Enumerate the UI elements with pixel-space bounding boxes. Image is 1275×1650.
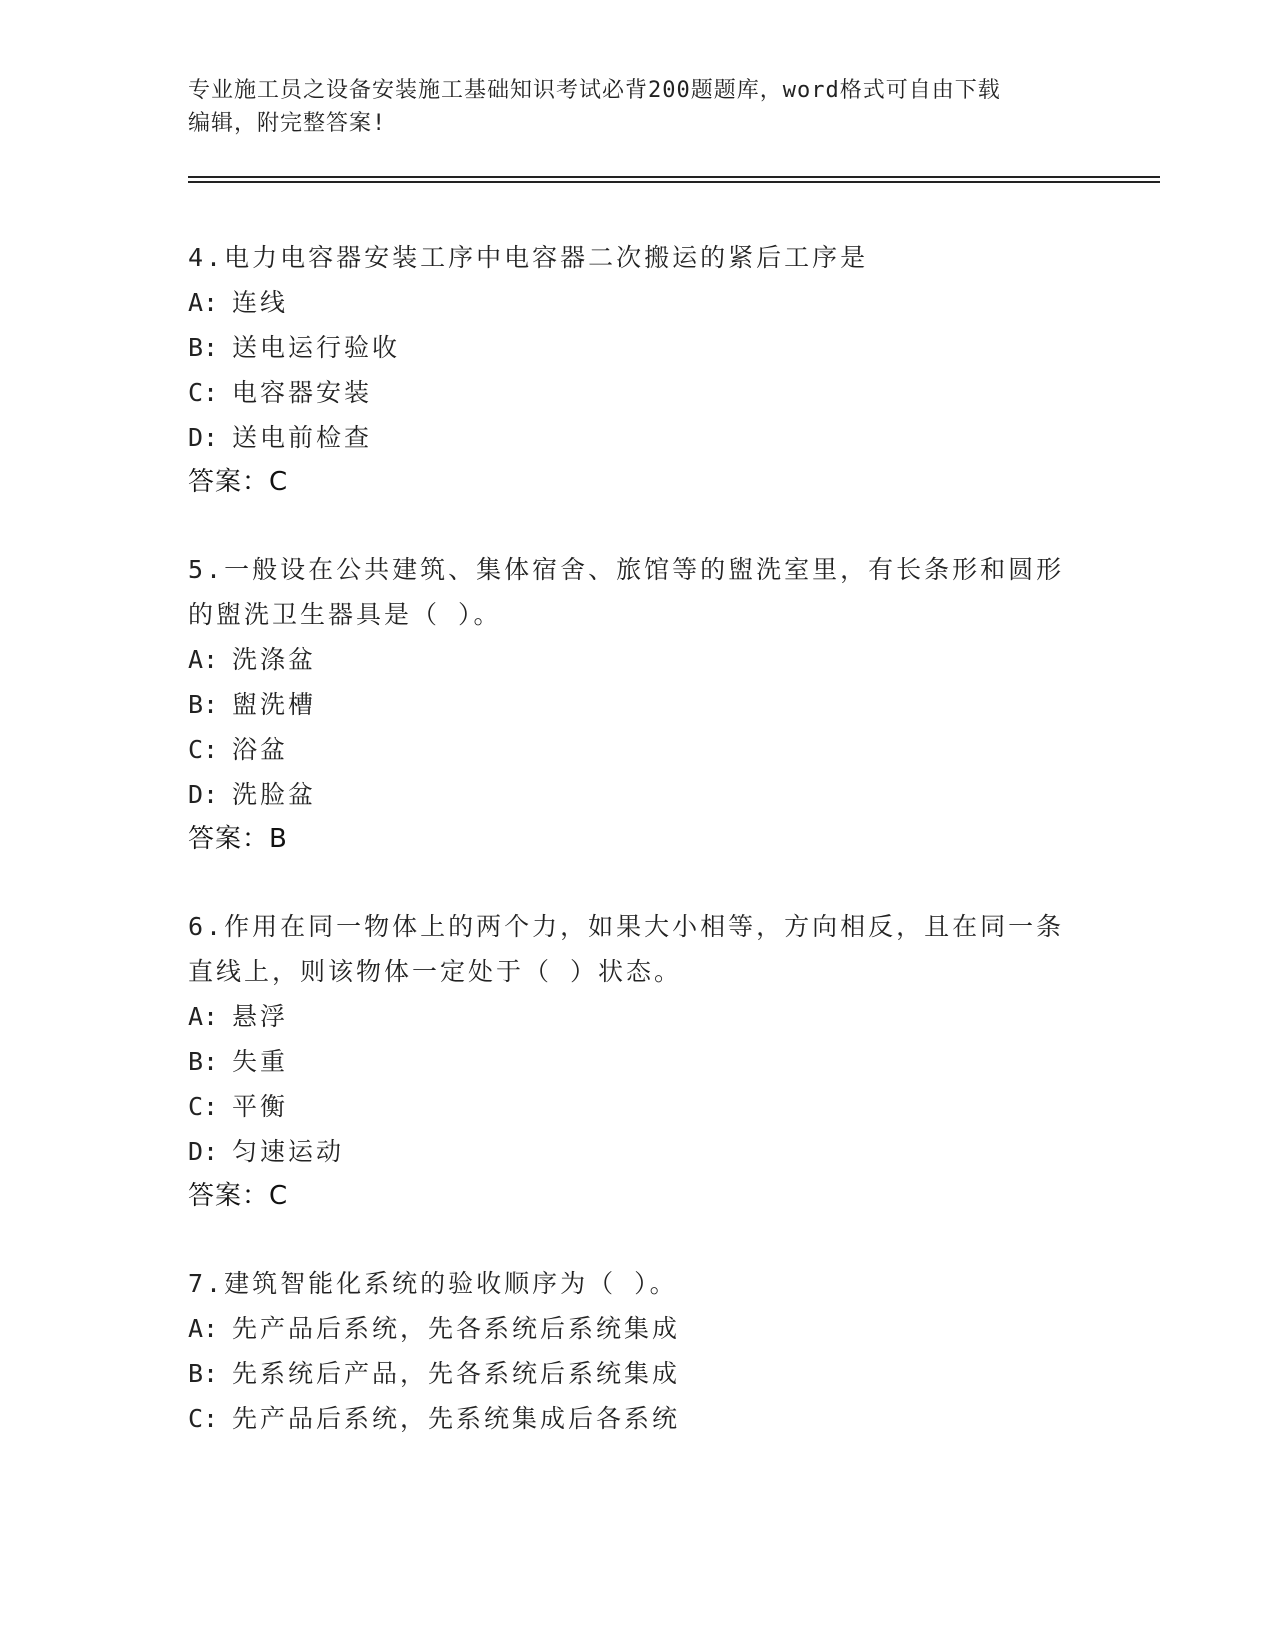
option-letter: C: [188,1092,219,1121]
option-text: 平衡 [232,1092,289,1121]
option-letter: C: [188,735,219,764]
option-text: 失重 [232,1047,289,1076]
option-text: 送电运行验收 [232,333,401,362]
option-a [188,280,1088,325]
option-c [188,1084,1088,1129]
option-letter: D: [188,1137,219,1166]
option-a [188,1306,1088,1351]
option-letter: B: [188,1359,219,1388]
question-list [188,235,1088,1483]
option-b [188,682,1088,727]
option-letter: D: [188,423,219,452]
header-line-1: 专业施工员之设备安装施工基础知识考试必背200题题库，word格式可自由下载 [188,78,1001,103]
option-letter: B: [188,333,219,362]
option-letter: C: [188,1404,219,1433]
option-b [188,325,1088,370]
header-line-2: 编辑，附完整答案! [188,111,387,136]
option-c [188,1396,1088,1441]
answer-line: 答案：C [188,467,289,497]
option-letter: B: [188,1047,219,1076]
question-stem: 6.作用在同一物体上的两个力，如果大小相等，方向相反，且在同一条直线上，则该物体一定处于（ ）状态。 [188,912,1065,986]
option-letter: C: [188,378,219,407]
option-letter: A: [188,645,219,674]
option-text: 电容器安装 [232,378,373,407]
document-header [188,74,1088,140]
option-text: 悬浮 [232,1002,289,1031]
option-c [188,370,1088,415]
header-divider-bottom [188,181,1160,183]
option-letter: D: [188,780,219,809]
option-d [188,415,1088,460]
header-divider-top [188,176,1160,178]
option-text: 盥洗槽 [232,690,317,719]
option-d [188,772,1088,817]
answer-line: 答案：B [188,824,288,854]
question-7 [188,1261,1088,1441]
option-text: 洗涤盆 [232,645,317,674]
option-text: 先系统后产品，先各系统后系统集成 [232,1359,681,1388]
question-5 [188,547,1088,862]
option-letter: A: [188,288,219,317]
option-text: 连线 [232,288,289,317]
answer-line: 答案：C [188,1181,289,1211]
question-stem: 4.电力电容器安装工序中电容器二次搬运的紧后工序是 [188,243,869,272]
option-letter: A: [188,1314,219,1343]
question-6 [188,904,1088,1219]
option-letter: A: [188,1002,219,1031]
option-text: 洗脸盆 [232,780,317,809]
option-b [188,1351,1088,1396]
option-text: 匀速运动 [232,1137,345,1166]
option-d [188,1129,1088,1174]
question-stem: 5.一般设在公共建筑、集体宿舍、旅馆等的盥洗室里，有长条形和圆形的盥洗卫生器具是（ ）。 [188,555,1065,629]
option-b [188,1039,1088,1084]
option-text: 先产品后系统，先各系统后系统集成 [232,1314,681,1343]
option-text: 先产品后系统，先系统集成后各系统 [232,1404,681,1433]
question-4 [188,235,1088,505]
option-letter: B: [188,690,219,719]
option-text: 浴盆 [232,735,289,764]
option-text: 送电前检查 [232,423,373,452]
option-c [188,727,1088,772]
option-a [188,994,1088,1039]
option-a [188,637,1088,682]
question-stem: 7.建筑智能化系统的验收顺序为（ ）。 [188,1269,678,1298]
